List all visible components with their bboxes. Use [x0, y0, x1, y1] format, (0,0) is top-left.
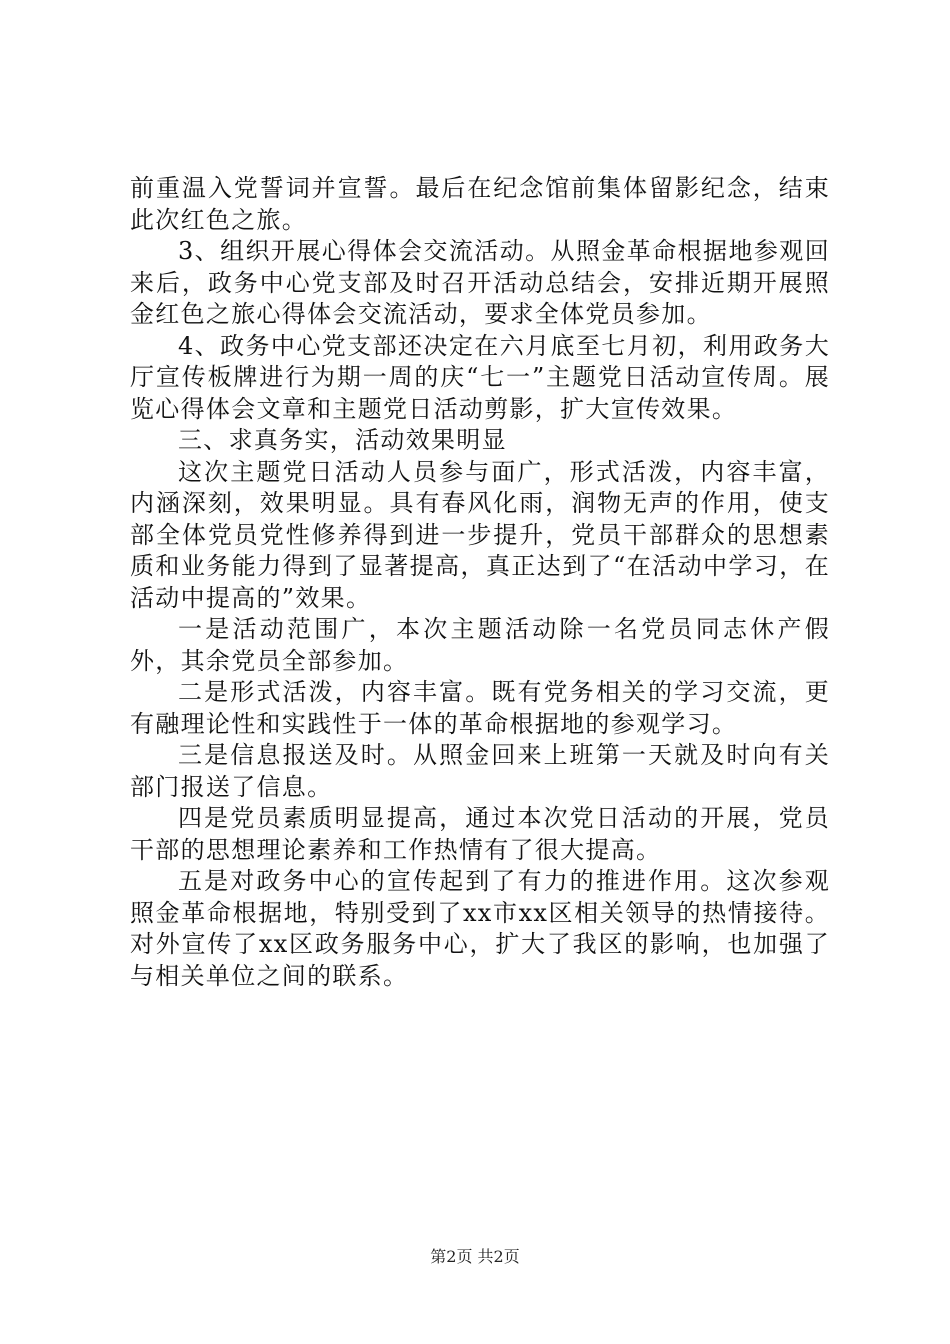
paragraph-summary: 这次主题党日活动人员参与面广，形式活泼，内容丰富，内涵深刻，效果明显。具有春风化雨，润物无声的作用，使支部全体党员党性修养得到进一步提升，党员干部群众的思想素质和业务能力得到了显著提高，真正达到了“在活动中学习，在活动中提高的”效果。 — [130, 457, 830, 612]
paragraph-item-4: 4、政务中心党支部还决定在六月底至七月初，利用政务大厅宣传板牌进行为期一周的庆“七一”主题党日活动宣传周。展览心得体会文章和主题党日活动剪影，扩大宣传效果。 — [130, 331, 830, 423]
paragraph-point-4: 四是党员素质明显提高，通过本次党日活动的开展，党员干部的思想理论素养和工作热情有了很大提高。 — [130, 804, 830, 864]
section-heading-3: 三、求真务实，活动效果明显 — [178, 426, 507, 454]
paragraph-continuation: 前重温入党誓词并宣誓。最后在纪念馆前集体留影纪念，结束此次红色之旅。 — [130, 174, 830, 234]
paragraph-item-3: 3、组织开展心得体会交流活动。从照金革命根据地参观回来后，政务中心党支部及时召开活动总结会，安排近期开展照金红色之旅心得体会交流活动，要求全体党员参加。 — [130, 237, 830, 328]
document-body — [130, 173, 830, 992]
paragraph-point-1: 一是活动范围广，本次主题活动除一名党员同志休产假外，其余党员全部参加。 — [130, 615, 830, 675]
paragraph-point-2: 二是形式活泼，内容丰富。既有党务相关的学习交流，更有融理论性和实践性于一体的革命根据地的参观学习。 — [130, 678, 830, 738]
paragraph-point-3: 三是信息报送及时。从照金回来上班第一天就及时向有关部门报送了信息。 — [130, 741, 830, 801]
paragraph-point-5: 五是对政务中心的宣传起到了有力的推进作用。这次参观照金革命根据地，特别受到了xx市xx区相关领导的热情接待。对外宣传了xx区政务服务中心，扩大了我区的影响，也加强了与相关单位之间的联系。 — [130, 867, 830, 990]
page-footer: 第2页 共2页 — [430, 1247, 520, 1266]
